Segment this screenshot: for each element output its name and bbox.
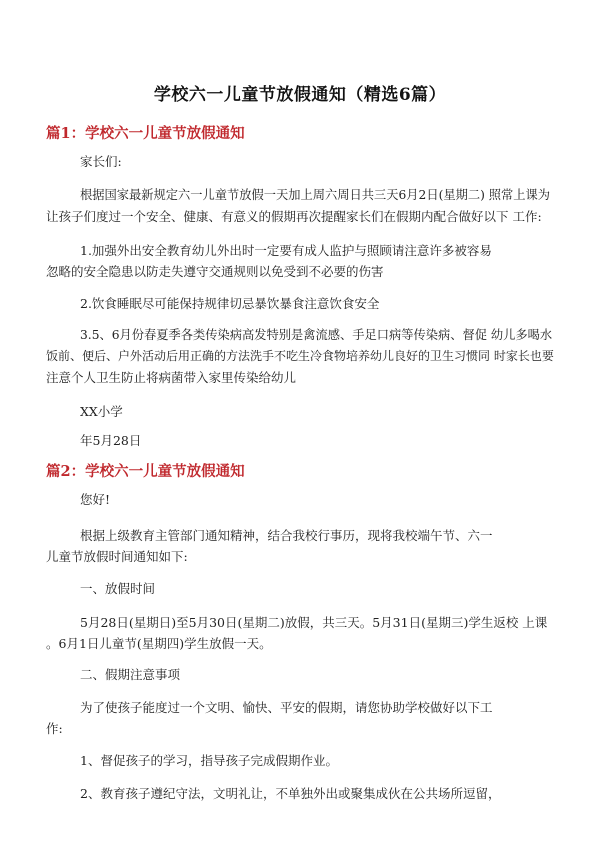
- section-2-list-item-1: 1、督促孩子的学习，指导孩子完成假期作业。: [80, 753, 338, 768]
- section-1-paragraph-3: 2.饮食睡眠尽可能保持规律切忌暴饮暴食注意饮食安全: [80, 296, 380, 311]
- section-1-paragraph-2-line-2: 忽略的安全隐患以防走失遵守交通规则以免受到不必要的伤害: [46, 264, 384, 279]
- section-1-date: 年5月28日: [80, 433, 142, 448]
- section-1-paragraph-4-line-2: 饭前、便后、户外活动后用正确的方法洗手不吃生冷食物培养幼儿良好的卫生习惯同 时家长也要: [46, 349, 554, 363]
- section-1-paragraph-1-line-1: 根据国家最新规定六一儿童节放假一天加上周六周日共三天6月2日(星期二) 照常上课为: [80, 188, 551, 202]
- section-1-paragraph-1-line-2: 让孩子们度过一个安全、健康、有意义的假期再次提醒家长们在假期内配合做好以下 工作:: [46, 209, 542, 224]
- section-2-paragraph-1-line-2: 儿童节放假时间通知如下:: [46, 549, 188, 564]
- section-2-subheading-1: 一、放假时间: [80, 581, 156, 596]
- section-1-greeting: 家长们:: [80, 154, 122, 169]
- section-1-paragraph-4-line-1: 3.5、6月份春夏季各类传染病高发特别是禽流感、手足口病等传染病、督促 幼儿多喝水: [80, 328, 553, 342]
- section-2-paragraph-2-line-1: 5月28日(星期日)至5月30日(星期二)放假，共三天。5月31日(星期三)学生返校 上课: [80, 615, 548, 630]
- section-2-paragraph-1-line-1: 根据上级教育主管部门通知精神，结合我校行事历，现将我校端午节、六一: [80, 528, 493, 543]
- section-1-paragraph-2-line-1: 1.加强外出安全教育幼儿外出时一定要有成人监护与照顾请注意许多被容易: [80, 243, 492, 258]
- section-2-paragraph-3-line-1: 为了使孩子能度过一个文明、愉快、平安的假期，请您协助学校做好以下工: [80, 700, 493, 715]
- section-1-paragraph-4-line-3: 注意个人卫生防止将病菌带入家里传染给幼儿: [46, 370, 297, 385]
- section-1-school-signature: XX小学: [80, 404, 123, 419]
- section-2-subheading-2: 二、假期注意事项: [80, 667, 181, 682]
- section-2-paragraph-2-line-2: 。6月1日儿童节(星期四)学生放假一天。: [46, 636, 272, 651]
- section-2-list-item-2: 2、教育孩子遵纪守法，文明礼让，不单独外出或聚集成伙在公共场所逗留，: [80, 786, 501, 801]
- document-title: 学校六一儿童节放假通知（精选6篇）: [153, 85, 447, 105]
- section-1-heading: 篇1：学校六一儿童节放假通知: [46, 125, 245, 142]
- section-2-heading: 篇2：学校六一儿童节放假通知: [46, 463, 245, 480]
- section-2-greeting: 您好!: [80, 492, 111, 507]
- section-2-paragraph-3-line-2: 作:: [46, 721, 63, 736]
